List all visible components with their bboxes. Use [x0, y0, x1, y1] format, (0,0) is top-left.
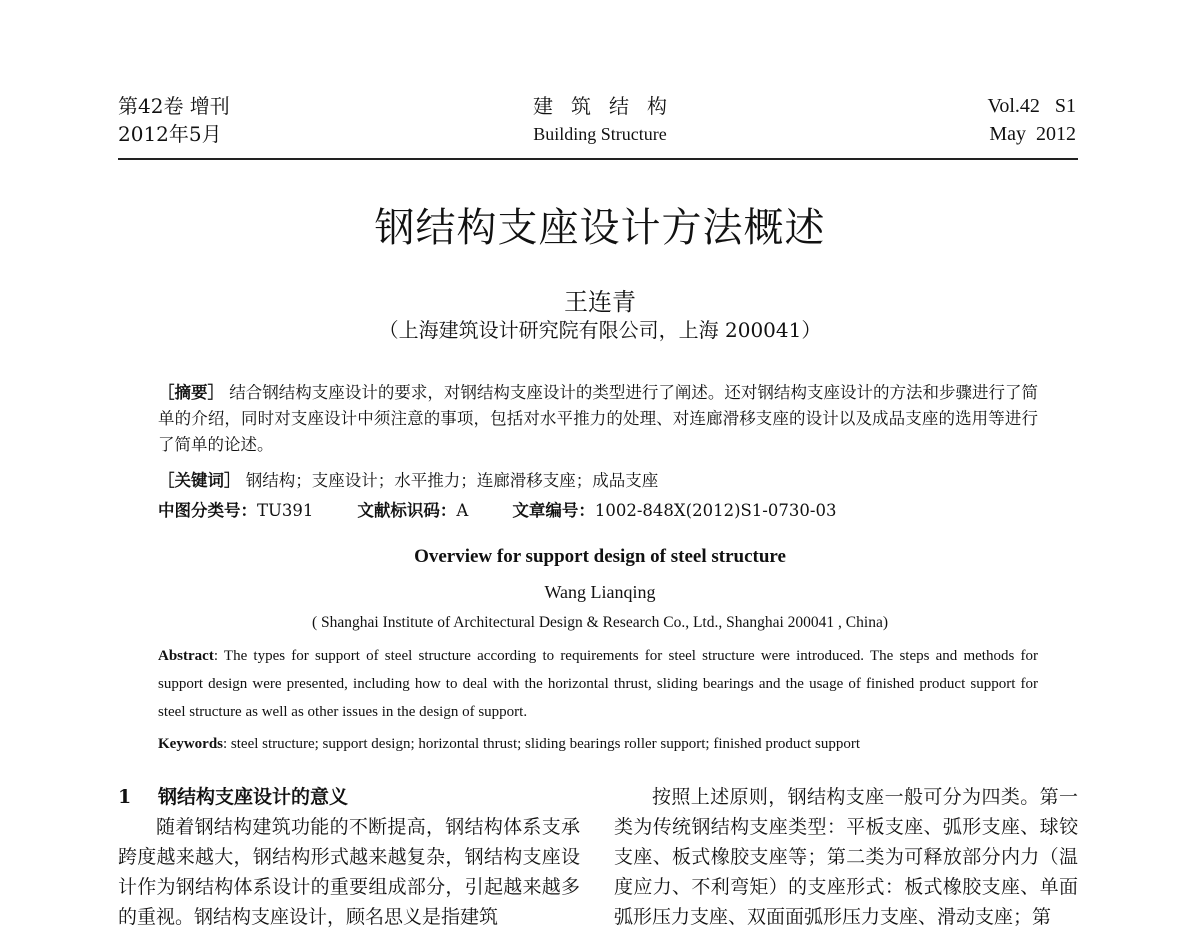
- section-heading: [118, 782, 580, 812]
- keywords-cn: [158, 468, 1038, 494]
- article-number-value: 1002-848X(2012)S1-0730-03: [594, 501, 837, 520]
- journal-volume: 第42卷 增刊: [118, 94, 230, 118]
- keywords-cn-label: ［关键词］: [158, 471, 241, 490]
- classification-line: [158, 498, 1038, 524]
- clc-label: 中图分类号：: [158, 501, 257, 520]
- journal-volume-en: Vol.42 S1: [987, 95, 1076, 117]
- author-name: 王连青: [564, 288, 636, 316]
- body-column-right: [614, 782, 1078, 932]
- article-number-label: 文章编号：: [512, 501, 595, 520]
- journal-date-en: May 2012: [989, 123, 1076, 145]
- journal-name-cn: 建筑结构: [533, 94, 685, 118]
- header-rule: [118, 158, 1078, 160]
- keywords-en-text: : steel structure; support design; horizontal thrust; sliding bearings roller support; finished product support: [223, 736, 860, 752]
- clc-value: TU391: [257, 501, 314, 520]
- body-column-left: [118, 782, 580, 932]
- paper-title: 钢结构支座设计方法概述: [374, 205, 826, 251]
- keywords-en-label: Keywords: [158, 736, 223, 752]
- section-title: 钢结构支座设计的意义: [158, 786, 349, 808]
- abstract-cn: [158, 380, 1038, 458]
- keywords-cn-text: 钢结构；支座设计；水平推力；连廊滑移支座；成品支座: [240, 471, 659, 490]
- author-name-en: Wang Lianqing: [544, 582, 656, 602]
- body-paragraph: 随着钢结构建筑功能的不断提高，钢结构体系支承跨度越来越大，钢结构形式越来越复杂，钢结构支座设计作为钢结构体系设计的重要组成部分，引起越来越多的重视。钢结构支座设计，顾名思义是指建筑: [118, 816, 580, 928]
- abstract-en: [158, 642, 1038, 726]
- abstract-en-text: : The types for support of steel structure according to requirements for steel structure were introduced. The steps and methods for support design were presented, including how to deal with the horizontal thrust, sliding bearings and the usage of finished product support for steel structure as well as other issues in the design of support.: [158, 648, 1038, 720]
- author-affiliation-en: ( Shanghai Institute of Architectural Design & Research Co., Ltd., Shanghai 200041 , China): [312, 614, 888, 631]
- journal-date: 2012年5月: [118, 122, 222, 146]
- journal-issue-info-en: [987, 92, 1076, 148]
- journal-name-en: Building Structure: [533, 124, 667, 144]
- abstract-cn-label: ［摘要］: [158, 383, 225, 402]
- doc-code-label: 文献标识码：: [357, 501, 457, 520]
- abstract-cn-text: 结合钢结构支座设计的要求，对钢结构支座设计的类型进行了阐述。还对钢结构支座设计的方法和步骤进行了简单的介绍，同时对支座设计中须注意的事项，包括对水平推力的处理、对连廊滑移支座的设计以及成品支座的选用等进行了简单的论述。: [158, 383, 1039, 454]
- abstract-en-label: Abstract: [158, 648, 214, 664]
- section-number: 1: [118, 786, 132, 808]
- author-affiliation: （上海建筑设计研究院有限公司，上海 200041）: [378, 318, 822, 342]
- paper-title-en: Overview for support design of steel structure: [414, 546, 786, 567]
- doc-code-value: A: [456, 501, 469, 520]
- body-paragraph: 按照上述原则，钢结构支座一般可分为四类。第一类为传统钢结构支座类型：平板支座、弧形支座、球铰支座、板式橡胶支座等；第二类为可释放部分内力（温度应力、不利弯矩）的支座形式：板式橡胶支座、单面弧形压力支座、双面面弧形压力支座、滑动支座；第: [614, 786, 1078, 928]
- keywords-en: [158, 730, 1038, 758]
